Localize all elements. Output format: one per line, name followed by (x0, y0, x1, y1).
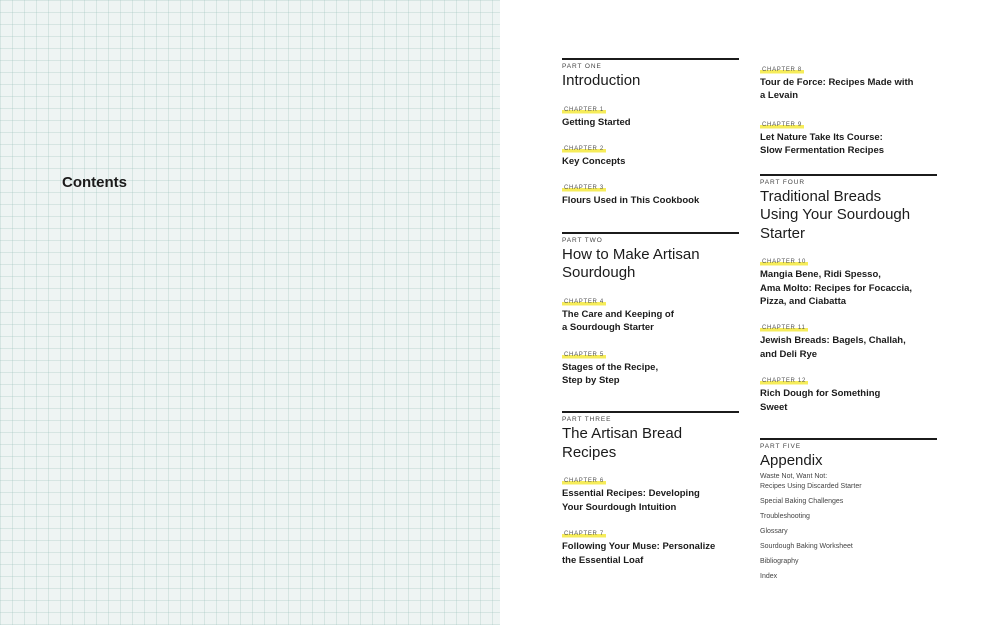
part-four (760, 174, 937, 414)
right-page (500, 0, 1000, 625)
chapter-title: Essential Recipes: Developing Your Sourdough Intuition (562, 488, 700, 513)
chapter-entry[interactable] (562, 290, 739, 335)
toc-column-right (760, 58, 937, 587)
chapter-entry[interactable] (760, 316, 937, 361)
chapter-number: CHAPTER 8 (762, 67, 802, 73)
chapter-title: Tour de Force: Recipes Made with a Levain (760, 77, 914, 102)
appendix-item[interactable]: Special Baking Challenges (760, 498, 844, 506)
chapter-title: Key Concepts (562, 155, 626, 167)
chapter-entry[interactable] (562, 176, 739, 207)
part-title: Introduction (562, 72, 641, 89)
chapter-entry[interactable] (562, 98, 739, 129)
chapter-number: CHAPTER 3 (564, 185, 604, 192)
part-two (562, 232, 739, 388)
chapter-title: Rich Dough for Something Sweet (760, 388, 881, 413)
chapter-title: Mangia Bene, Ridi Spesso, Ama Molto: Recipes for Focaccia, Pizza, and Ciabatta (760, 269, 913, 307)
appendix-item[interactable]: Waste Not, Want Not: Recipes Using Discarded Starter (760, 473, 862, 491)
chapter-entry[interactable] (562, 469, 739, 514)
chapter-number: CHAPTER 12 (762, 378, 807, 385)
part-title: The Artisan Bread Recipes (562, 425, 683, 461)
chapter-entry[interactable] (562, 522, 739, 567)
part-label: PART THREE (562, 416, 612, 424)
part-label: PART FIVE (760, 442, 801, 450)
chapter-title: Jewish Breads: Bagels, Challah, and Deli Rye (760, 335, 906, 360)
appendix-item[interactable]: Troubleshooting (760, 513, 810, 521)
part-three (562, 411, 739, 567)
chapter-title: Let Nature Take Its Course: Slow Fermentation Recipes (760, 131, 885, 157)
appendix-item[interactable]: Sourdough Baking Worksheet (760, 543, 853, 550)
chapter-entry[interactable] (760, 113, 937, 158)
part-one (562, 58, 739, 208)
part-label: PART TWO (562, 236, 603, 244)
chapter-number: CHAPTER 1 (564, 106, 604, 113)
chapter-number: CHAPTER 11 (762, 325, 806, 332)
chapter-entry[interactable] (760, 58, 937, 103)
chapter-title: The Care and Keeping of a Sourdough Starter (562, 308, 674, 334)
appendix-item[interactable]: Index (760, 572, 778, 580)
chapter-title: Following Your Muse: Personalize the Essential Loaf (562, 541, 716, 566)
part-title: Traditional Breads Using Your Sourdough Starter (760, 187, 911, 242)
chapter-title: Stages of the Recipe, Step by Step (562, 361, 659, 386)
appendix-item[interactable]: Glossary (760, 528, 788, 536)
chapter-entry[interactable] (562, 137, 739, 168)
chapter-number: CHAPTER 6 (564, 478, 604, 485)
chapter-entry[interactable] (760, 369, 937, 414)
part-three-continued (760, 58, 937, 158)
toc-column-left (562, 58, 739, 575)
chapter-number: CHAPTER 5 (564, 351, 604, 358)
chapter-number: CHAPTER 9 (762, 121, 802, 128)
part-title: Appendix (760, 451, 823, 469)
chapter-entry[interactable] (760, 250, 937, 308)
chapter-entry[interactable] (562, 343, 739, 388)
chapter-number: CHAPTER 2 (564, 145, 604, 152)
appendix-item[interactable]: Bibliography (760, 557, 799, 565)
part-label: PART FOUR (760, 178, 805, 186)
part-label: PART ONE (562, 63, 602, 70)
part-five (760, 438, 937, 582)
chapter-title: Flours Used in This Cookbook (562, 195, 700, 207)
chapter-title: Getting Started (562, 116, 631, 128)
chapter-number: CHAPTER 4 (564, 298, 604, 305)
part-title: How to Make Artisan Sourdough (562, 245, 700, 282)
chapter-number: CHAPTER 7 (564, 531, 604, 538)
chapter-number: CHAPTER 10 (762, 259, 807, 266)
page-title: Contents (62, 174, 127, 191)
